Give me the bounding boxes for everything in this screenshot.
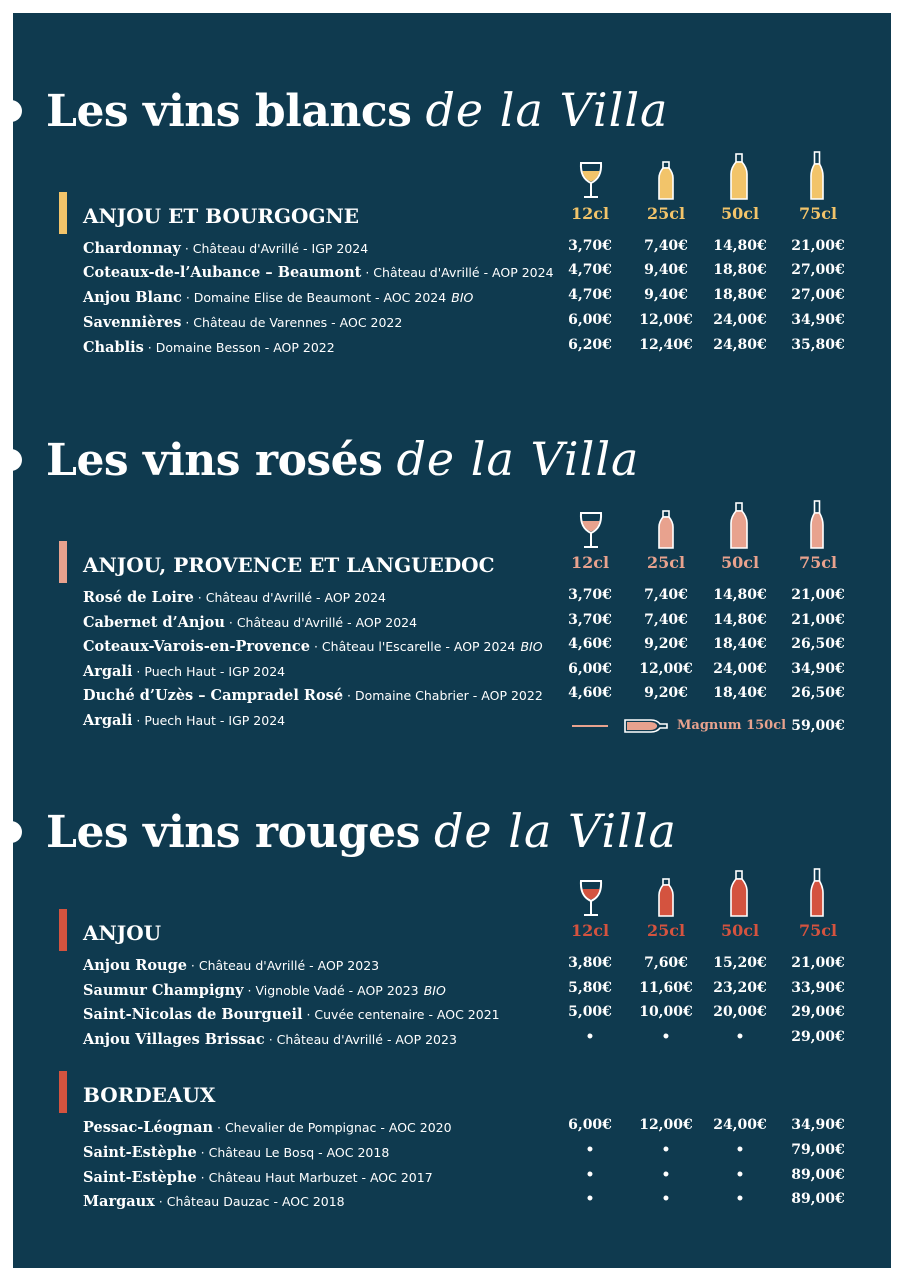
category-bar: [59, 541, 67, 583]
wine-name: Chardonnay: [83, 240, 181, 257]
section-title-blancs: [46, 83, 668, 137]
bio-label: BIO: [520, 639, 543, 654]
price-12cl: 5,80€: [568, 980, 612, 996]
price-50cl: 14,80€: [713, 587, 767, 603]
section-title-roses: [46, 432, 639, 486]
price-75cl: 21,00€: [791, 955, 845, 971]
wine-name: Saint-Nicolas de Bourgueil: [83, 1006, 303, 1023]
price-25cl: 9,20€: [644, 685, 688, 701]
price-12cl: 3,70€: [568, 587, 612, 603]
price-75cl: 79,00€: [791, 1142, 845, 1158]
price-12cl: 3,80€: [568, 955, 612, 971]
title-script: de la Villa: [425, 83, 669, 137]
price-75cl: 29,00€: [791, 1004, 845, 1020]
price-25cl: •: [661, 1167, 671, 1183]
price-25cl: •: [661, 1142, 671, 1158]
price-75cl: 26,50€: [791, 636, 845, 652]
magnum-line: [572, 725, 608, 727]
wine-desc: Château d'Avrillé - AOP 2024: [205, 590, 386, 605]
price-12cl: 6,00€: [568, 1117, 612, 1133]
wine-desc: Cuvée centenaire - AOC 2021: [314, 1007, 500, 1022]
price-25cl: 7,40€: [644, 612, 688, 628]
separator: ·: [181, 290, 194, 305]
price-25cl: 12,40€: [639, 337, 693, 353]
price-12cl: •: [585, 1142, 595, 1158]
size-25cl: 25cl: [646, 921, 686, 940]
price-12cl: 6,00€: [568, 312, 612, 328]
wine-name: Argali: [83, 712, 133, 729]
wine-name: Rosé de Loire: [83, 589, 194, 606]
price-75cl: 21,00€: [791, 612, 845, 628]
title-bold: Les vins rouges: [46, 807, 420, 858]
price-12cl: •: [585, 1167, 595, 1183]
wine-desc: Château l'Escarelle - AOP 2024: [321, 639, 516, 654]
price-75cl: 26,50€: [791, 685, 845, 701]
price-12cl: 4,70€: [568, 287, 612, 303]
wine-desc: Domaine Besson - AOP 2022: [155, 340, 335, 355]
section-title-rouges: [46, 804, 677, 858]
price-75cl: 34,90€: [791, 312, 845, 328]
wine-desc: Château Le Bosq - AOC 2018: [208, 1145, 390, 1160]
wine-desc: Château de Varennes - AOC 2022: [193, 315, 403, 330]
price-50cl: •: [735, 1029, 745, 1045]
price-12cl: 3,70€: [568, 238, 612, 254]
price-25cl: 12,00€: [639, 1117, 693, 1133]
category-name: ANJOU, PROVENCE ET LANGUEDOC: [83, 553, 495, 577]
wine-glass-icon: [577, 510, 605, 550]
price-25cl: 11,60€: [639, 980, 693, 996]
size-12cl: 12cl: [570, 553, 610, 572]
price-25cl: 7,40€: [644, 587, 688, 603]
title-bold: Les vins rosés: [46, 435, 383, 486]
price-12cl: 4,60€: [568, 636, 612, 652]
wine-desc: Puech Haut - IGP 2024: [144, 713, 286, 728]
wine-name: Pessac-Léognan: [83, 1119, 214, 1136]
price-25cl: 9,20€: [644, 636, 688, 652]
wine-row: [83, 955, 883, 977]
separator: ·: [243, 983, 256, 998]
price-12cl: 6,20€: [568, 337, 612, 353]
size-25cl: 25cl: [646, 204, 686, 223]
separator: ·: [213, 1120, 225, 1135]
bottle-50cl-icon: [728, 502, 750, 550]
bottle-75cl-icon: [808, 151, 826, 201]
price-50cl: 20,00€: [713, 1004, 767, 1020]
wine-name: Saumur Champigny: [83, 982, 244, 999]
price-50cl: 15,20€: [713, 955, 767, 971]
separator: ·: [143, 340, 156, 355]
size-50cl: 50cl: [720, 921, 760, 940]
wine-glass-icon: [577, 878, 605, 918]
bottle-25cl-icon: [656, 878, 676, 918]
section-bullet: [0, 100, 22, 122]
category-bar: [59, 192, 67, 234]
wine-row: [83, 685, 883, 707]
separator: ·: [196, 1170, 209, 1185]
price-25cl: 9,40€: [644, 287, 688, 303]
wine-desc: Domaine Chabrier - AOP 2022: [354, 688, 543, 703]
separator: ·: [310, 639, 322, 654]
price-75cl: 89,00€: [791, 1191, 845, 1207]
price-75cl: 21,00€: [791, 238, 845, 254]
price-75cl: 35,80€: [791, 337, 845, 353]
wine-desc: Château d'Avrillé - AOP 2023: [276, 1032, 457, 1047]
price-12cl: 5,00€: [568, 1004, 612, 1020]
bottle-75cl-icon: [808, 500, 826, 550]
size-25cl: 25cl: [646, 553, 686, 572]
price-50cl: 14,80€: [713, 238, 767, 254]
wine-desc: Puech Haut - IGP 2024: [144, 664, 286, 679]
price-12cl: •: [585, 1029, 595, 1045]
separator: ·: [302, 1007, 315, 1022]
wine-name: Anjou Rouge: [83, 957, 187, 974]
wine-name: Argali: [83, 663, 133, 680]
wine-row: [83, 337, 883, 359]
wine-name: Anjou Blanc: [83, 289, 182, 306]
wine-desc: Chevalier de Pompignac - AOC 2020: [224, 1120, 452, 1135]
price-75cl: 27,00€: [791, 287, 845, 303]
wine-row: [83, 1191, 883, 1213]
price-75cl: 34,90€: [791, 661, 845, 677]
price-12cl: 4,70€: [568, 262, 612, 278]
separator: ·: [154, 1194, 167, 1209]
wine-row: [83, 1142, 883, 1164]
wine-desc: Domaine Elise de Beaumont - AOC 2024: [193, 290, 447, 305]
wine-desc: Château d'Avrillé - AOP 2023: [198, 958, 380, 973]
separator: ·: [193, 590, 206, 605]
wine-row: [83, 587, 883, 609]
category-name: ANJOU ET BOURGOGNE: [83, 204, 360, 228]
bottle-50cl-icon: [728, 153, 750, 201]
size-75cl: 75cl: [798, 553, 838, 572]
size-50cl: 50cl: [720, 204, 760, 223]
price-12cl: 6,00€: [568, 661, 612, 677]
price-50cl: 18,80€: [713, 262, 767, 278]
size-12cl: 12cl: [570, 204, 610, 223]
wine-row: [83, 636, 883, 658]
price-25cl: •: [661, 1191, 671, 1207]
wine-name: Coteaux-de-l’Aubance – Beaumont: [83, 264, 362, 281]
wine-desc: Château d'Avrillé - AOP 2024: [236, 615, 418, 630]
wine-desc: Château Haut Marbuzet - AOC 2017: [208, 1170, 433, 1185]
wine-desc: Château Dauzac - AOC 2018: [166, 1194, 345, 1209]
size-75cl: 75cl: [798, 921, 838, 940]
price-50cl: 24,80€: [713, 337, 767, 353]
separator: ·: [181, 315, 194, 330]
wine-name: Savennières: [83, 314, 182, 331]
separator: ·: [343, 688, 355, 703]
wine-name: Saint-Estèphe: [83, 1169, 197, 1186]
category-name: ANJOU: [83, 921, 162, 945]
price-50cl: •: [735, 1191, 745, 1207]
price-50cl: 24,00€: [713, 1117, 767, 1133]
separator: ·: [264, 1032, 277, 1047]
category-bar: [59, 1071, 67, 1113]
separator: ·: [132, 713, 145, 728]
magnum-price: 59,00€: [791, 718, 845, 734]
price-75cl: 29,00€: [791, 1029, 845, 1045]
size-75cl: 75cl: [798, 204, 838, 223]
category-name: BORDEAUX: [83, 1083, 216, 1107]
price-75cl: 21,00€: [791, 587, 845, 603]
wine-name: Margaux: [83, 1193, 155, 1210]
price-25cl: 10,00€: [639, 1004, 693, 1020]
separator: ·: [132, 664, 145, 679]
bottle-50cl-icon: [728, 870, 750, 918]
wine-row: [83, 1117, 883, 1139]
price-50cl: •: [735, 1142, 745, 1158]
price-50cl: 18,40€: [713, 636, 767, 652]
separator: ·: [361, 265, 374, 280]
magnum-bottle-icon: [623, 717, 669, 735]
wine-name: Duché d’Uzès – Campradel Rosé: [83, 687, 344, 704]
wine-name: Saint-Estèphe: [83, 1144, 197, 1161]
price-12cl: •: [585, 1191, 595, 1207]
title-bold: Les vins blancs: [46, 86, 412, 137]
price-75cl: 34,90€: [791, 1117, 845, 1133]
section-bullet: [0, 449, 22, 471]
wine-desc: Vignoble Vadé - AOP 2023: [255, 983, 419, 998]
bio-label: BIO: [423, 983, 446, 998]
wine-row: [83, 312, 883, 334]
price-25cl: •: [661, 1029, 671, 1045]
price-50cl: 24,00€: [713, 312, 767, 328]
price-50cl: 23,20€: [713, 980, 767, 996]
price-50cl: 18,80€: [713, 287, 767, 303]
wine-row: [83, 1004, 883, 1026]
magnum-label: Magnum 150cl: [677, 718, 787, 733]
price-75cl: 27,00€: [791, 262, 845, 278]
wine-glass-icon: [577, 160, 605, 200]
wine-row: [83, 661, 883, 683]
section-bullet: [0, 821, 22, 843]
title-script: de la Villa: [433, 804, 677, 858]
price-75cl: 33,90€: [791, 980, 845, 996]
price-50cl: 18,40€: [713, 685, 767, 701]
price-12cl: 4,60€: [568, 685, 612, 701]
wine-row: [83, 262, 883, 284]
price-75cl: 89,00€: [791, 1167, 845, 1183]
bottle-75cl-icon: [808, 868, 826, 918]
separator: ·: [186, 958, 199, 973]
wine-name: Chablis: [83, 339, 144, 356]
separator: ·: [180, 241, 193, 256]
title-script: de la Villa: [396, 432, 640, 486]
price-50cl: •: [735, 1167, 745, 1183]
wine-row: [83, 612, 883, 634]
wine-row: [83, 287, 883, 309]
wine-name: Anjou Villages Brissac: [83, 1031, 265, 1048]
wine-row: [83, 980, 883, 1002]
category-bar: [59, 909, 67, 951]
price-25cl: 7,40€: [644, 238, 688, 254]
price-25cl: 9,40€: [644, 262, 688, 278]
price-50cl: 14,80€: [713, 612, 767, 628]
price-25cl: 12,00€: [639, 312, 693, 328]
wine-row: [83, 1029, 883, 1051]
separator: ·: [196, 1145, 209, 1160]
wine-name: Cabernet d’Anjou: [83, 614, 225, 631]
separator: ·: [224, 615, 237, 630]
bio-label: BIO: [451, 290, 474, 305]
wine-row: [83, 238, 883, 260]
size-12cl: 12cl: [570, 921, 610, 940]
price-12cl: 3,70€: [568, 612, 612, 628]
price-25cl: 7,60€: [644, 955, 688, 971]
wine-desc: Château d'Avrillé - IGP 2024: [192, 241, 369, 256]
price-50cl: 24,00€: [713, 661, 767, 677]
wine-row: [83, 1167, 883, 1189]
wine-desc: Château d'Avrillé - AOP 2024: [373, 265, 554, 280]
size-50cl: 50cl: [720, 553, 760, 572]
wine-name: Coteaux-Varois-en-Provence: [83, 638, 310, 655]
price-25cl: 12,00€: [639, 661, 693, 677]
bottle-25cl-icon: [656, 161, 676, 201]
bottle-25cl-icon: [656, 510, 676, 550]
